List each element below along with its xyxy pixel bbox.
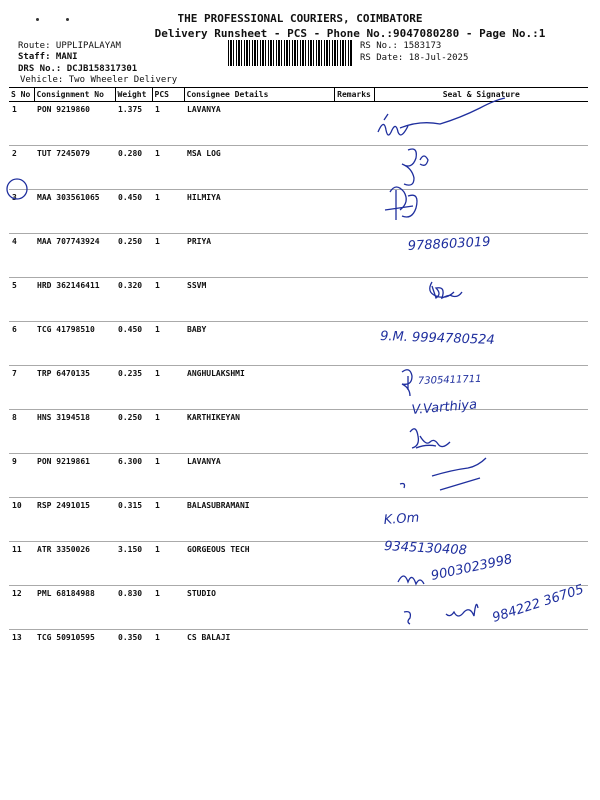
table-row bbox=[9, 234, 588, 278]
cell-consignee: SSVM bbox=[184, 278, 334, 322]
table-row bbox=[9, 498, 588, 542]
cell-remarks bbox=[334, 102, 374, 146]
col-sno: S No bbox=[9, 88, 34, 102]
cell-consignee: STUDIO bbox=[184, 586, 334, 630]
table-row bbox=[9, 542, 588, 586]
cell-consignee: KARTHIKEYAN bbox=[184, 410, 334, 454]
cell-consignment-no: HNS 3194518 bbox=[34, 410, 115, 454]
cell-remarks bbox=[334, 454, 374, 498]
runsheet-subtitle: Delivery Runsheet - PCS - Phone No.:9047080280 - Page No.:1 bbox=[154, 27, 546, 40]
cell-consignment-no: TRP 6470135 bbox=[34, 366, 115, 410]
table-row bbox=[9, 190, 588, 234]
cell-remarks bbox=[334, 498, 374, 542]
cell-signature bbox=[374, 630, 588, 674]
cell-remarks bbox=[334, 410, 374, 454]
runsheet-table bbox=[9, 87, 588, 673]
cell-pcs: 1 bbox=[152, 498, 184, 542]
cell-weight: 0.315 bbox=[115, 498, 152, 542]
cell-signature bbox=[374, 322, 588, 366]
cell-weight: 0.280 bbox=[115, 146, 152, 190]
cell-remarks bbox=[334, 586, 374, 630]
cell-sno: 3 bbox=[9, 190, 34, 234]
cell-remarks bbox=[334, 322, 374, 366]
cell-sno: 10 bbox=[9, 498, 34, 542]
cell-sno: 1 bbox=[9, 102, 34, 146]
cell-pcs: 1 bbox=[152, 410, 184, 454]
cell-weight: 0.250 bbox=[115, 234, 152, 278]
cell-pcs: 1 bbox=[152, 146, 184, 190]
hw-phone-row6: 9.M. 9994780524 bbox=[379, 329, 495, 348]
cell-consignee: CS BALAJI bbox=[187, 633, 231, 642]
cell-pcs: 1 bbox=[152, 586, 184, 630]
table-header-row bbox=[9, 88, 588, 102]
table-row bbox=[9, 454, 588, 498]
cell-pcs: 1 bbox=[152, 190, 184, 234]
cell-consignee: ANGHULAKSHMI bbox=[184, 366, 334, 410]
cell-sno: 9 bbox=[9, 454, 34, 498]
col-consignment: Consignment No bbox=[34, 88, 115, 102]
cell-pcs: 1 bbox=[152, 278, 184, 322]
table-row bbox=[9, 410, 588, 454]
cell-sno: 8 bbox=[9, 410, 34, 454]
col-consignee: Consignee Details bbox=[184, 88, 334, 102]
cell-signature bbox=[374, 102, 588, 146]
cell-weight: 3.150 bbox=[115, 542, 152, 586]
cell-consignee: LAVANYA bbox=[184, 102, 334, 146]
vehicle-label: Vehicle: Two Wheeler Delivery bbox=[20, 75, 178, 85]
table-row bbox=[9, 102, 588, 146]
rs-date: RS Date: 18-Jul-2025 bbox=[360, 53, 469, 63]
cell-weight: 0.250 bbox=[115, 410, 152, 454]
cell-signature bbox=[374, 410, 588, 454]
cell-sno: 6 bbox=[9, 322, 34, 366]
hw-phone-row12: 9003023998 bbox=[429, 552, 514, 584]
company-title: THE PROFESSIONAL COURIERS, COIMBATORE bbox=[177, 12, 423, 25]
barcode bbox=[228, 40, 353, 66]
cell-consignment-no: ATR 3350026 bbox=[34, 542, 115, 586]
cell-consignment-no: PON 9219861 bbox=[34, 454, 115, 498]
cell-signature bbox=[374, 454, 588, 498]
cell-consignment-no: TCG 41798510 bbox=[34, 322, 115, 366]
cell-pcs: 1 bbox=[152, 454, 184, 498]
cell-consignee: MSA LOG bbox=[184, 146, 334, 190]
cell-pcs: 1 bbox=[155, 633, 160, 642]
col-weight: Weight bbox=[115, 88, 152, 102]
cell-signature bbox=[374, 278, 588, 322]
col-remarks: Remarks bbox=[334, 88, 374, 102]
cell-sno: 2 bbox=[9, 146, 34, 190]
cell-signature bbox=[374, 586, 588, 630]
cell-weight: 6.300 bbox=[115, 454, 152, 498]
cell-signature bbox=[374, 498, 588, 542]
cell-consignee: BABY bbox=[184, 322, 334, 366]
col-signature: Seal & Signature bbox=[374, 88, 588, 102]
cell-consignment-no: RSP 2491015 bbox=[34, 498, 115, 542]
cell-pcs: 1 bbox=[152, 322, 184, 366]
cell-sno: 4 bbox=[9, 234, 34, 278]
staff-label: Staff: MANI bbox=[18, 52, 78, 62]
table-row bbox=[9, 278, 588, 322]
cell-consignee: GORGEOUS TECH bbox=[184, 542, 334, 586]
cell-signature bbox=[374, 234, 588, 278]
col-pcs: PCS bbox=[152, 88, 184, 102]
route-label: Route: UPPLIPALAYAM bbox=[18, 41, 121, 51]
hw-name-row11: K.Om bbox=[383, 510, 420, 528]
cell-consignment-no: HRD 362146411 bbox=[34, 278, 115, 322]
table-row bbox=[9, 586, 588, 630]
cell-consignment-no: PML 68184988 bbox=[34, 586, 115, 630]
cell-consignment-no: MAA 303561065 bbox=[34, 190, 115, 234]
cell-weight: 0.450 bbox=[115, 322, 152, 366]
cell-remarks bbox=[334, 630, 374, 674]
cell-consignment-no: TUT 7245079 bbox=[34, 146, 115, 190]
table-row bbox=[9, 366, 588, 410]
table-row bbox=[9, 322, 588, 366]
cell-consignee: LAVANYA bbox=[184, 454, 334, 498]
cell-signature bbox=[374, 146, 588, 190]
hw-phone-row11: 9345130408 bbox=[383, 539, 468, 559]
cell-remarks bbox=[334, 542, 374, 586]
cell-weight: 0.235 bbox=[115, 366, 152, 410]
hw-phone-row13: 984222 36705 bbox=[490, 582, 586, 626]
cell-remarks bbox=[334, 366, 374, 410]
table-row bbox=[9, 146, 588, 190]
cell-signature bbox=[374, 190, 588, 234]
cell-consignee: HILMIYA bbox=[184, 190, 334, 234]
cell-remarks bbox=[334, 190, 374, 234]
hw-phone-row7: 7305411711 bbox=[417, 373, 482, 387]
cell-sno: 11 bbox=[9, 542, 34, 586]
cell-signature bbox=[374, 542, 588, 586]
cell-weight: 0.450 bbox=[115, 190, 152, 234]
cell-consignment-no: MAA 707743924 bbox=[34, 234, 115, 278]
cell-consignment-no: TCG 50910595 bbox=[37, 633, 95, 642]
cell-weight: 0.830 bbox=[115, 586, 152, 630]
hw-name-row8: V.Varthiya bbox=[411, 397, 478, 418]
hw-phone-row4: 9788603019 bbox=[407, 234, 491, 254]
cell-consignee: BALASUBRAMANI bbox=[184, 498, 334, 542]
table-row bbox=[9, 630, 588, 674]
cell-weight: 0.320 bbox=[115, 278, 152, 322]
cell-sno: 5 bbox=[9, 278, 34, 322]
cell-weight: 1.375 bbox=[115, 102, 152, 146]
rs-number: RS No.: 1583173 bbox=[360, 41, 442, 51]
cell-remarks bbox=[334, 146, 374, 190]
cell-sno: 7 bbox=[9, 366, 34, 410]
cell-remarks bbox=[334, 234, 374, 278]
cell-weight: 0.350 bbox=[118, 633, 143, 642]
cell-pcs: 1 bbox=[152, 542, 184, 586]
cell-consignee: PRIYA bbox=[184, 234, 334, 278]
cell-sno: 13 bbox=[12, 633, 22, 642]
cell-signature bbox=[374, 366, 588, 410]
cell-sno: 12 bbox=[9, 586, 34, 630]
cell-pcs: 1 bbox=[152, 234, 184, 278]
cell-remarks bbox=[334, 278, 374, 322]
drs-number: DRS No.: DCJB158317301 bbox=[18, 64, 138, 74]
cell-pcs: 1 bbox=[152, 366, 184, 410]
cell-consignment-no: PON 9219860 bbox=[34, 102, 115, 146]
cell-pcs: 1 bbox=[152, 102, 184, 146]
